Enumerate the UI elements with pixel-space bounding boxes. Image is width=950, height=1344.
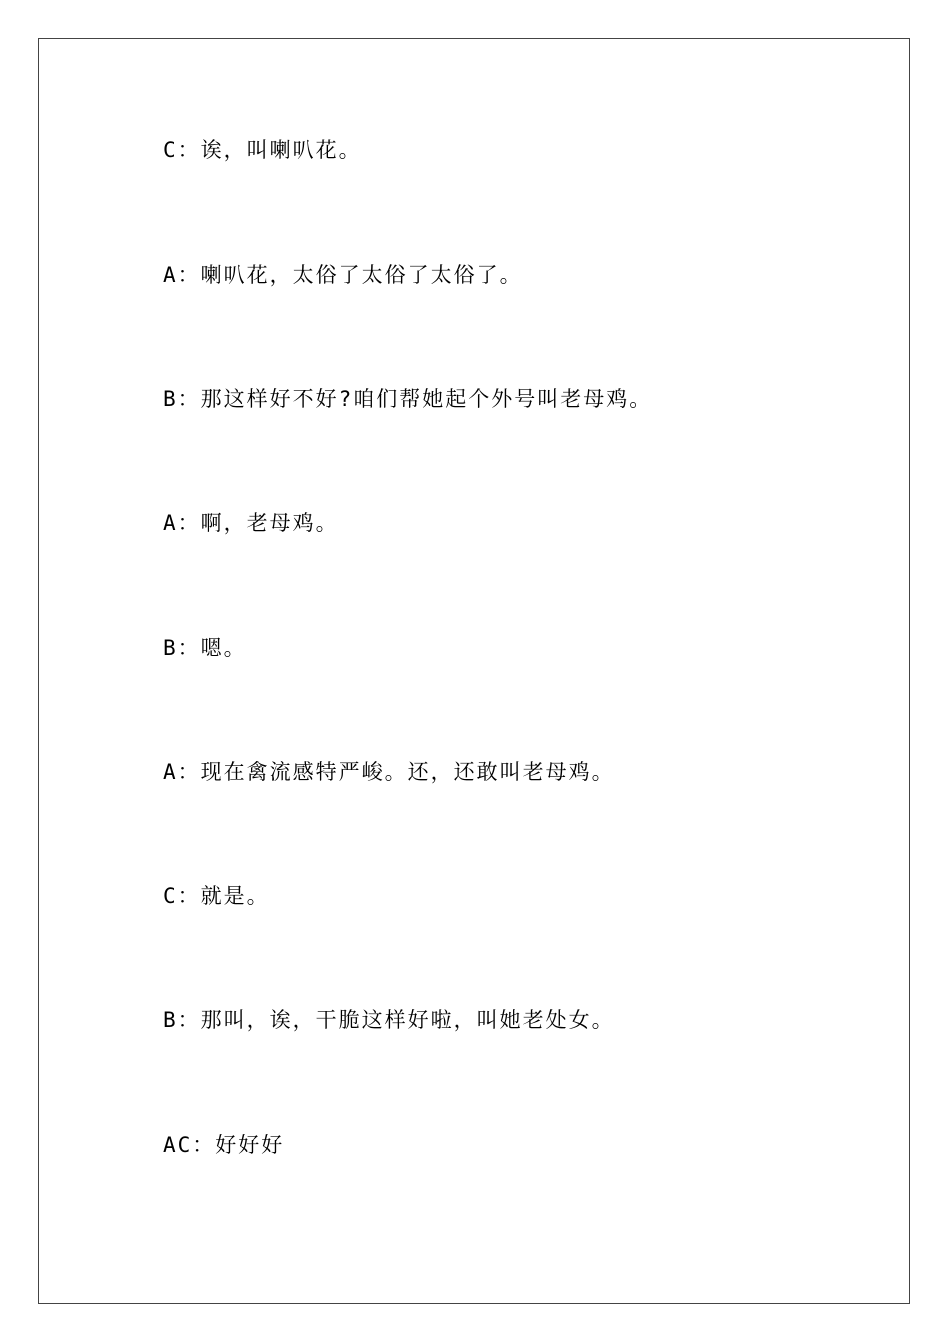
dialogue-line: B：那叫，诶，干脆这样好啦，叫她老处女。	[163, 1008, 615, 1032]
dialogue-line: A：喇叭花，太俗了太俗了太俗了。	[163, 263, 523, 287]
dialogue-line: C：诶，叫喇叭花。	[163, 138, 362, 162]
dialogue-line: A：现在禽流感特严峻。还，还敢叫老母鸡。	[163, 760, 615, 784]
page-border	[38, 38, 910, 1304]
dialogue-line: AC：好好好	[163, 1133, 285, 1157]
dialogue-line: A：啊，老母鸡。	[163, 511, 339, 535]
dialogue-line: B：那这样好不好?咱们帮她起个外号叫老母鸡。	[163, 387, 653, 411]
dialogue-line: B：嗯。	[163, 636, 247, 660]
dialogue-line: C：就是。	[163, 884, 270, 908]
